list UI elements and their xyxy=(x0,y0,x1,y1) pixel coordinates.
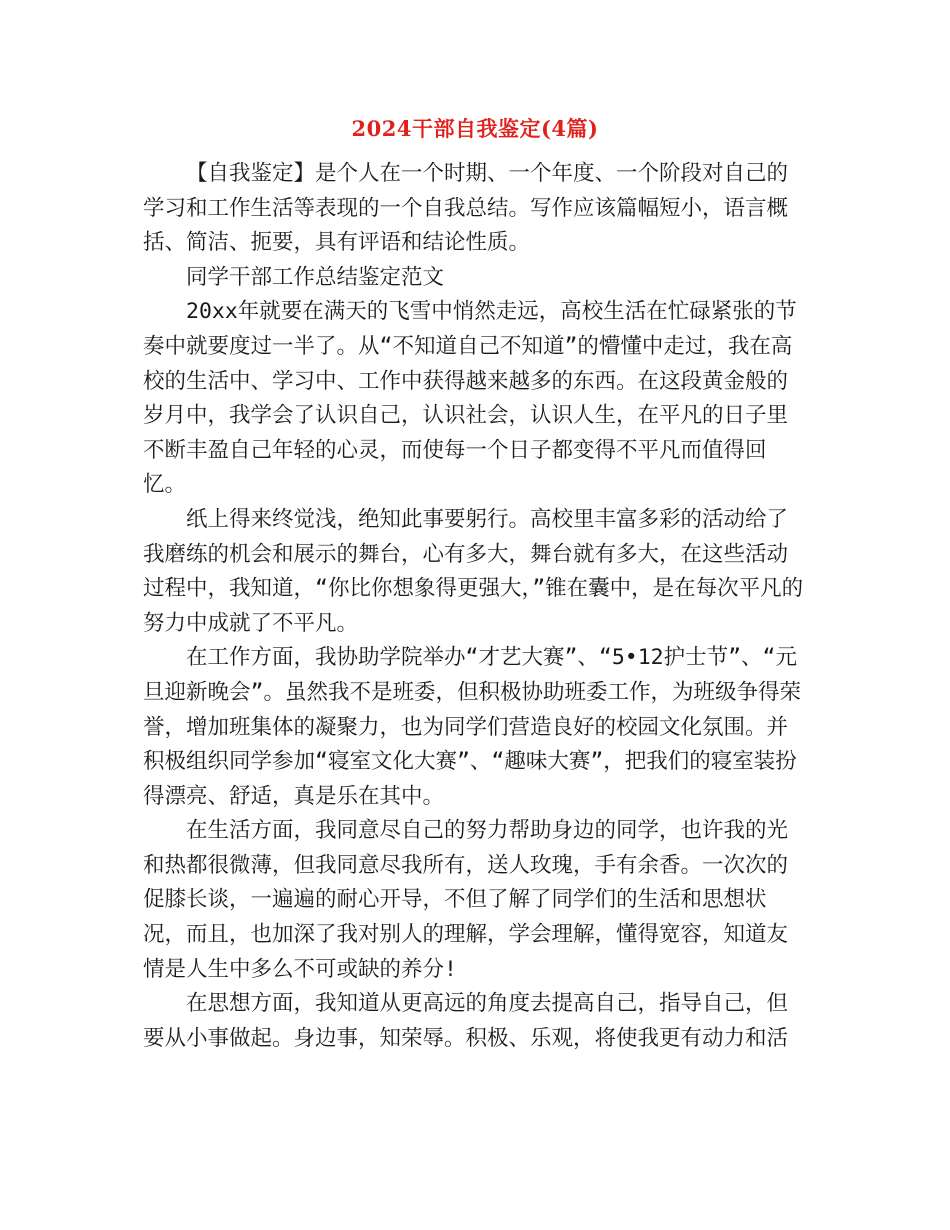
paragraph-thought: 在思想方面，我知道从更高远的角度去提高自己，指导自己，但要从小事做起。身边事，知荣辱。积极、乐观，将使我更有动力和活 xyxy=(143,991,789,1051)
paragraph-opening: 20xx年就要在满天的飞雪中悄然走远，高校生活在忙碌紧张的节奏中就要度过一半了。从“不知道自己不知道”的懵懂中走过，我在高校的生活中、学习中、工作中获得越来越多的东西。在这段黄金般的岁月中，我学会了认识自己，认识社会，认识人生，在平凡的日子里不断丰盈自己年轻的心灵，而使每一个日子都变得不平凡而值得回忆。 xyxy=(143,299,797,498)
paragraph-subheading: 同学干部工作总结鉴定范文 xyxy=(186,264,445,290)
document-body xyxy=(143,157,808,1056)
paragraph-practice: 纸上得来终觉浅，绝知此事要躬行。高校里丰富多彩的活动给了我磨练的机会和展示的舞台，心有多大，舞台就有多大，在这些活动过程中，我知道，“你比你想象得更强大，”锥在囊中，是在每次平凡的努力中成就了不平凡。 xyxy=(143,506,804,636)
paragraph-life: 在生活方面，我同意尽自己的努力帮助身边的同学，也许我的光和热都很微薄，但我同意尽我所有，送人玫瑰，手有余香。一次次的促膝长谈，一遍遍的耐心开导，不但了解了同学们的生活和思想状况，而且，也加深了我对别人的理解，学会理解，懂得宽容，知道友情是人生中多么不可或缺的养分! xyxy=(143,818,789,982)
paragraph-work: 在工作方面，我协助学院举办“才艺大赛”、“5•12护士节”、“元旦迎新晚会”。虽然我不是班委，但积极协助班委工作，为班级争得荣誉，增加班集体的凝聚力，也为同学们营造良好的校园文化氛围。并积极组织同学参加“寝室文化大赛”、“趣味大赛”，把我们的寝室装扮得漂亮、舒适，真是乐在其中。 xyxy=(143,645,801,809)
paragraph-intro: 【自我鉴定】是个人在一个时期、一个年度、一个阶段对自己的学习和工作生活等表现的一个自我总结。写作应该篇幅短小，语言概括、简洁、扼要，具有评语和结论性质。 xyxy=(143,161,789,256)
document-title: 2024干部自我鉴定(4篇) xyxy=(351,116,599,141)
